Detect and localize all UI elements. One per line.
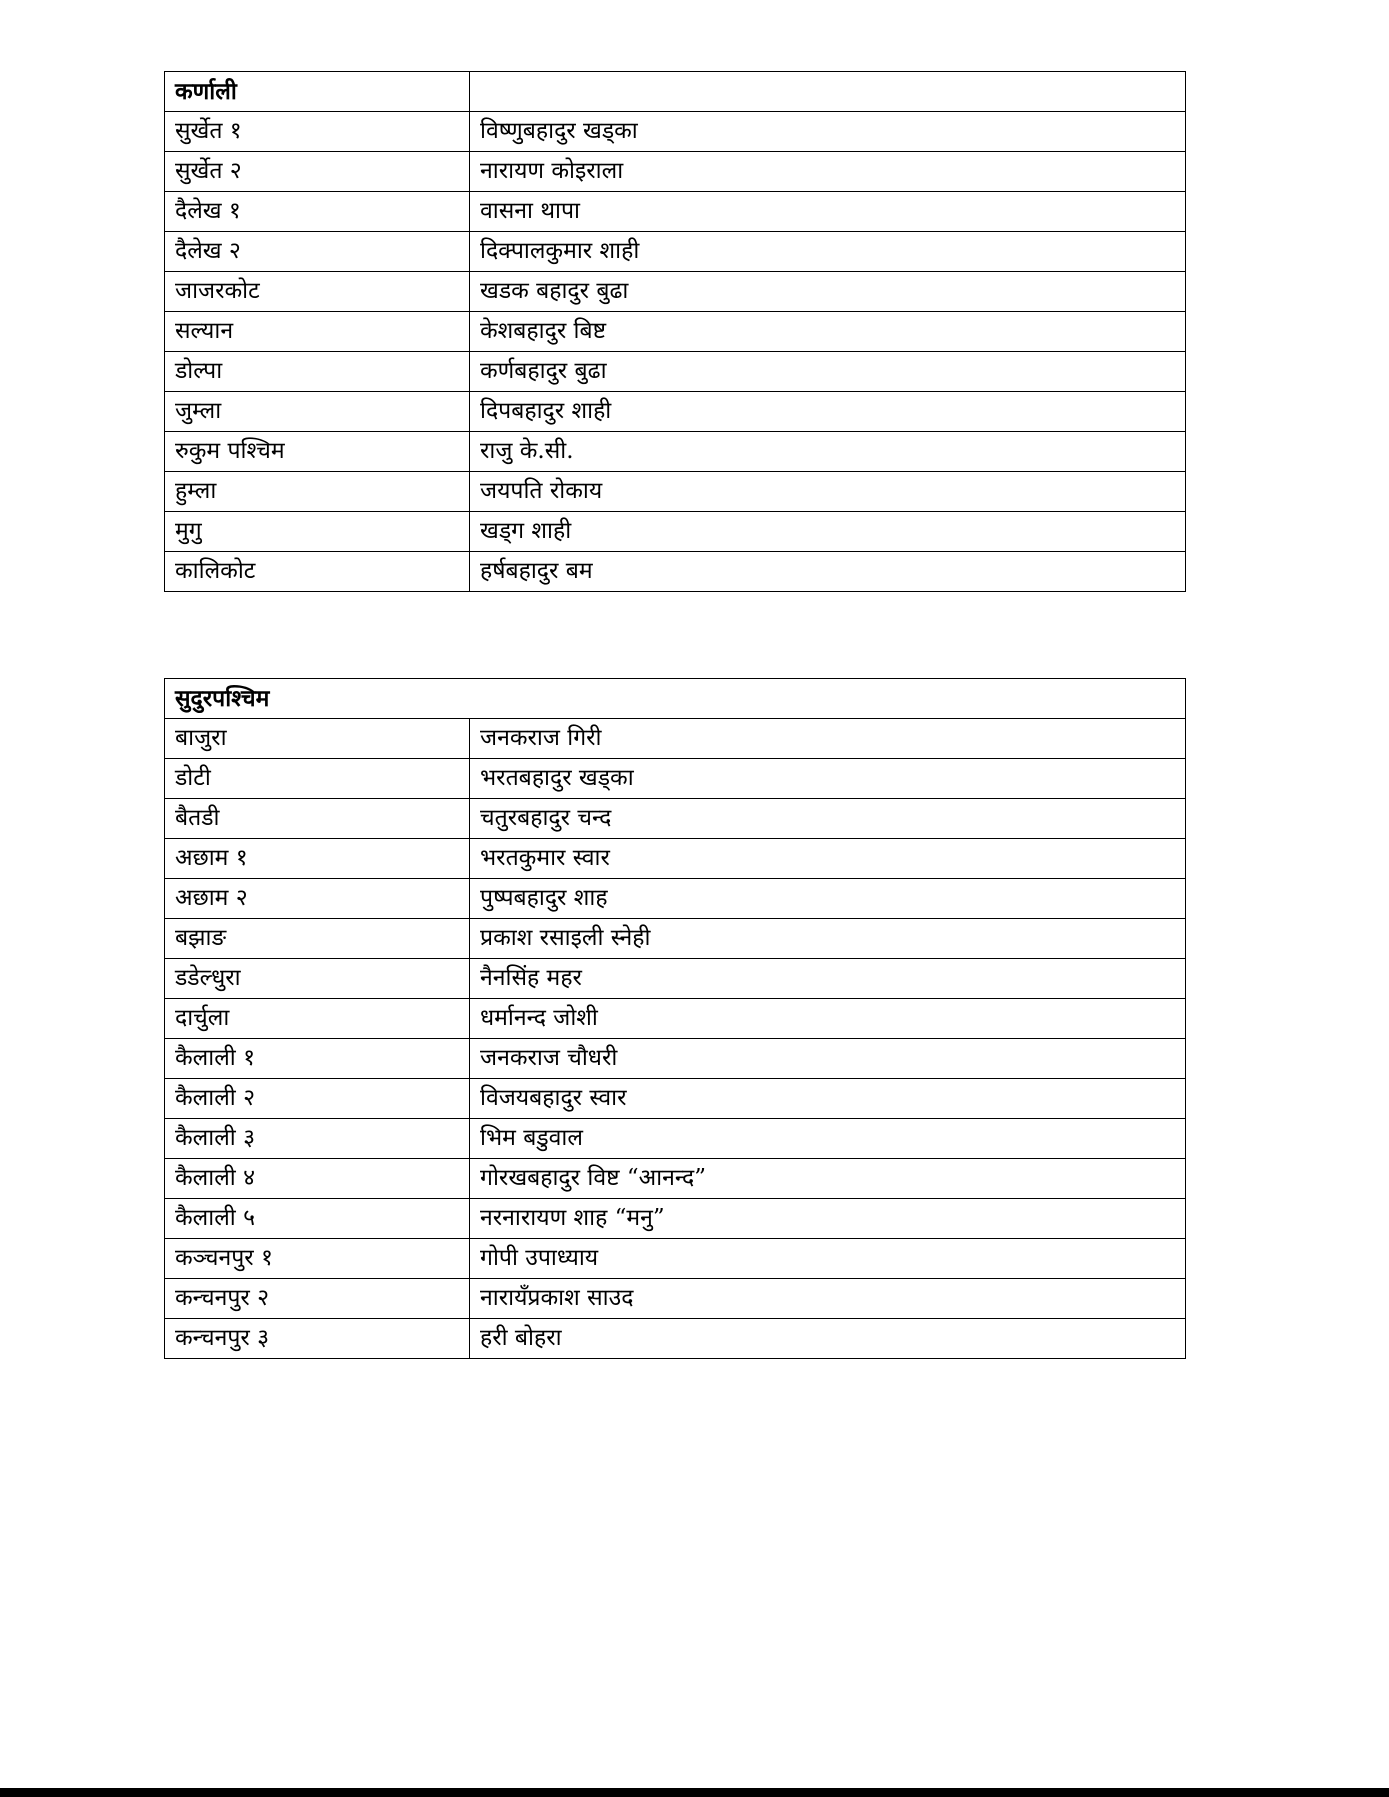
constituency-cell: दैलेख २ (165, 232, 470, 272)
candidate-name-cell: जनकराज गिरी (470, 719, 1186, 759)
table-row (165, 272, 1186, 312)
candidate-name-cell: भरतबहादुर खड्का (470, 759, 1186, 799)
table-row (165, 879, 1186, 919)
candidate-name-cell: दिक्पालकुमार शाही (470, 232, 1186, 272)
constituency-cell: कैलाली ४ (165, 1159, 470, 1199)
constituency-cell: बझाङ (165, 919, 470, 959)
constituency-cell: सल्यान (165, 312, 470, 352)
candidate-name-cell: जनकराज चौधरी (470, 1039, 1186, 1079)
candidate-name-cell: हरी बोहरा (470, 1319, 1186, 1359)
constituency-cell: जुम्ला (165, 392, 470, 432)
empty-cell (470, 72, 1186, 112)
table-row (165, 839, 1186, 879)
constituency-cell: कैलाली २ (165, 1079, 470, 1119)
candidate-name-cell: विष्णुबहादुर खड्का (470, 112, 1186, 152)
candidate-name-cell: चतुरबहादुर चन्द (470, 799, 1186, 839)
candidate-name-cell: गोपी उपाध्याय (470, 1239, 1186, 1279)
candidate-name-cell: खडक बहादुर बुढा (470, 272, 1186, 312)
candidate-name-cell: वासना थापा (470, 192, 1186, 232)
table-row (165, 719, 1186, 759)
table-row (165, 472, 1186, 512)
table-row (165, 192, 1186, 232)
table-row (165, 392, 1186, 432)
table-row (165, 1239, 1186, 1279)
table-row (165, 1079, 1186, 1119)
candidate-name-cell: धर्मानन्द जोशी (470, 999, 1186, 1039)
table-row (165, 999, 1186, 1039)
constituency-cell: कन्चनपुर २ (165, 1279, 470, 1319)
candidate-name-cell: पुष्पबहादुर शाह (470, 879, 1186, 919)
candidate-name-cell: नारायँप्रकाश साउद (470, 1279, 1186, 1319)
table-row (165, 552, 1186, 592)
candidate-name-cell: गोरखबहादुर विष्ट “आनन्द” (470, 1159, 1186, 1199)
karnali-heading-row (165, 72, 1186, 112)
table-row (165, 432, 1186, 472)
constituency-cell: कालिकोट (165, 552, 470, 592)
page-bottom-rule (0, 1788, 1389, 1797)
constituency-cell: रुकुम पश्चिम (165, 432, 470, 472)
constituency-cell: हुम्ला (165, 472, 470, 512)
candidate-name-cell: दिपबहादुर शाही (470, 392, 1186, 432)
table-row (165, 799, 1186, 839)
table-row (165, 512, 1186, 552)
constituency-cell: दार्चुला (165, 999, 470, 1039)
constituency-cell: जाजरकोट (165, 272, 470, 312)
sudurpaschim-heading-row (165, 679, 1186, 719)
table-row (165, 1159, 1186, 1199)
province-heading: सुदुरपश्चिम (165, 679, 1186, 719)
constituency-cell: बैतडी (165, 799, 470, 839)
constituency-cell: सुर्खेत २ (165, 152, 470, 192)
table-row (165, 1039, 1186, 1079)
table-row (165, 1279, 1186, 1319)
candidate-name-cell: प्रकाश रसाइली स्नेही (470, 919, 1186, 959)
candidate-name-cell: हर्षबहादुर बम (470, 552, 1186, 592)
table-row (165, 312, 1186, 352)
table-row (165, 1199, 1186, 1239)
candidate-name-cell: राजु के.सी. (470, 432, 1186, 472)
province-heading: कर्णाली (165, 72, 470, 112)
table-row (165, 352, 1186, 392)
candidate-name-cell: नैनसिंह महर (470, 959, 1186, 999)
candidate-name-cell: नरनारायण शाह “मनु” (470, 1199, 1186, 1239)
candidate-name-cell: केशबहादुर बिष्ट (470, 312, 1186, 352)
constituency-cell: अछाम २ (165, 879, 470, 919)
candidate-name-cell: जयपति रोकाय (470, 472, 1186, 512)
table-row (165, 1119, 1186, 1159)
constituency-cell: कैलाली ३ (165, 1119, 470, 1159)
table-row (165, 112, 1186, 152)
constituency-cell: कञ्चनपुर १ (165, 1239, 470, 1279)
constituency-cell: कैलाली ५ (165, 1199, 470, 1239)
constituency-cell: डोल्पा (165, 352, 470, 392)
constituency-cell: सुर्खेत १ (165, 112, 470, 152)
candidate-name-cell: भरतकुमार स्वार (470, 839, 1186, 879)
candidate-name-cell: विजयबहादुर स्वार (470, 1079, 1186, 1119)
sudurpaschim-table (164, 678, 1186, 1359)
candidate-name-cell: खड्ग शाही (470, 512, 1186, 552)
table-row (165, 919, 1186, 959)
constituency-cell: कैलाली १ (165, 1039, 470, 1079)
constituency-cell: डडेल्धुरा (165, 959, 470, 999)
table-row (165, 232, 1186, 272)
constituency-cell: डोटी (165, 759, 470, 799)
table-row (165, 759, 1186, 799)
constituency-cell: दैलेख १ (165, 192, 470, 232)
candidate-name-cell: भिम बडुवाल (470, 1119, 1186, 1159)
constituency-cell: मुगु (165, 512, 470, 552)
constituency-cell: बाजुरा (165, 719, 470, 759)
constituency-cell: कन्चनपुर ३ (165, 1319, 470, 1359)
table-row (165, 152, 1186, 192)
table-row (165, 1319, 1186, 1359)
constituency-cell: अछाम १ (165, 839, 470, 879)
candidate-name-cell: नारायण कोइराला (470, 152, 1186, 192)
table-row (165, 959, 1186, 999)
candidate-name-cell: कर्णबहादुर बुढा (470, 352, 1186, 392)
karnali-table (164, 71, 1186, 592)
